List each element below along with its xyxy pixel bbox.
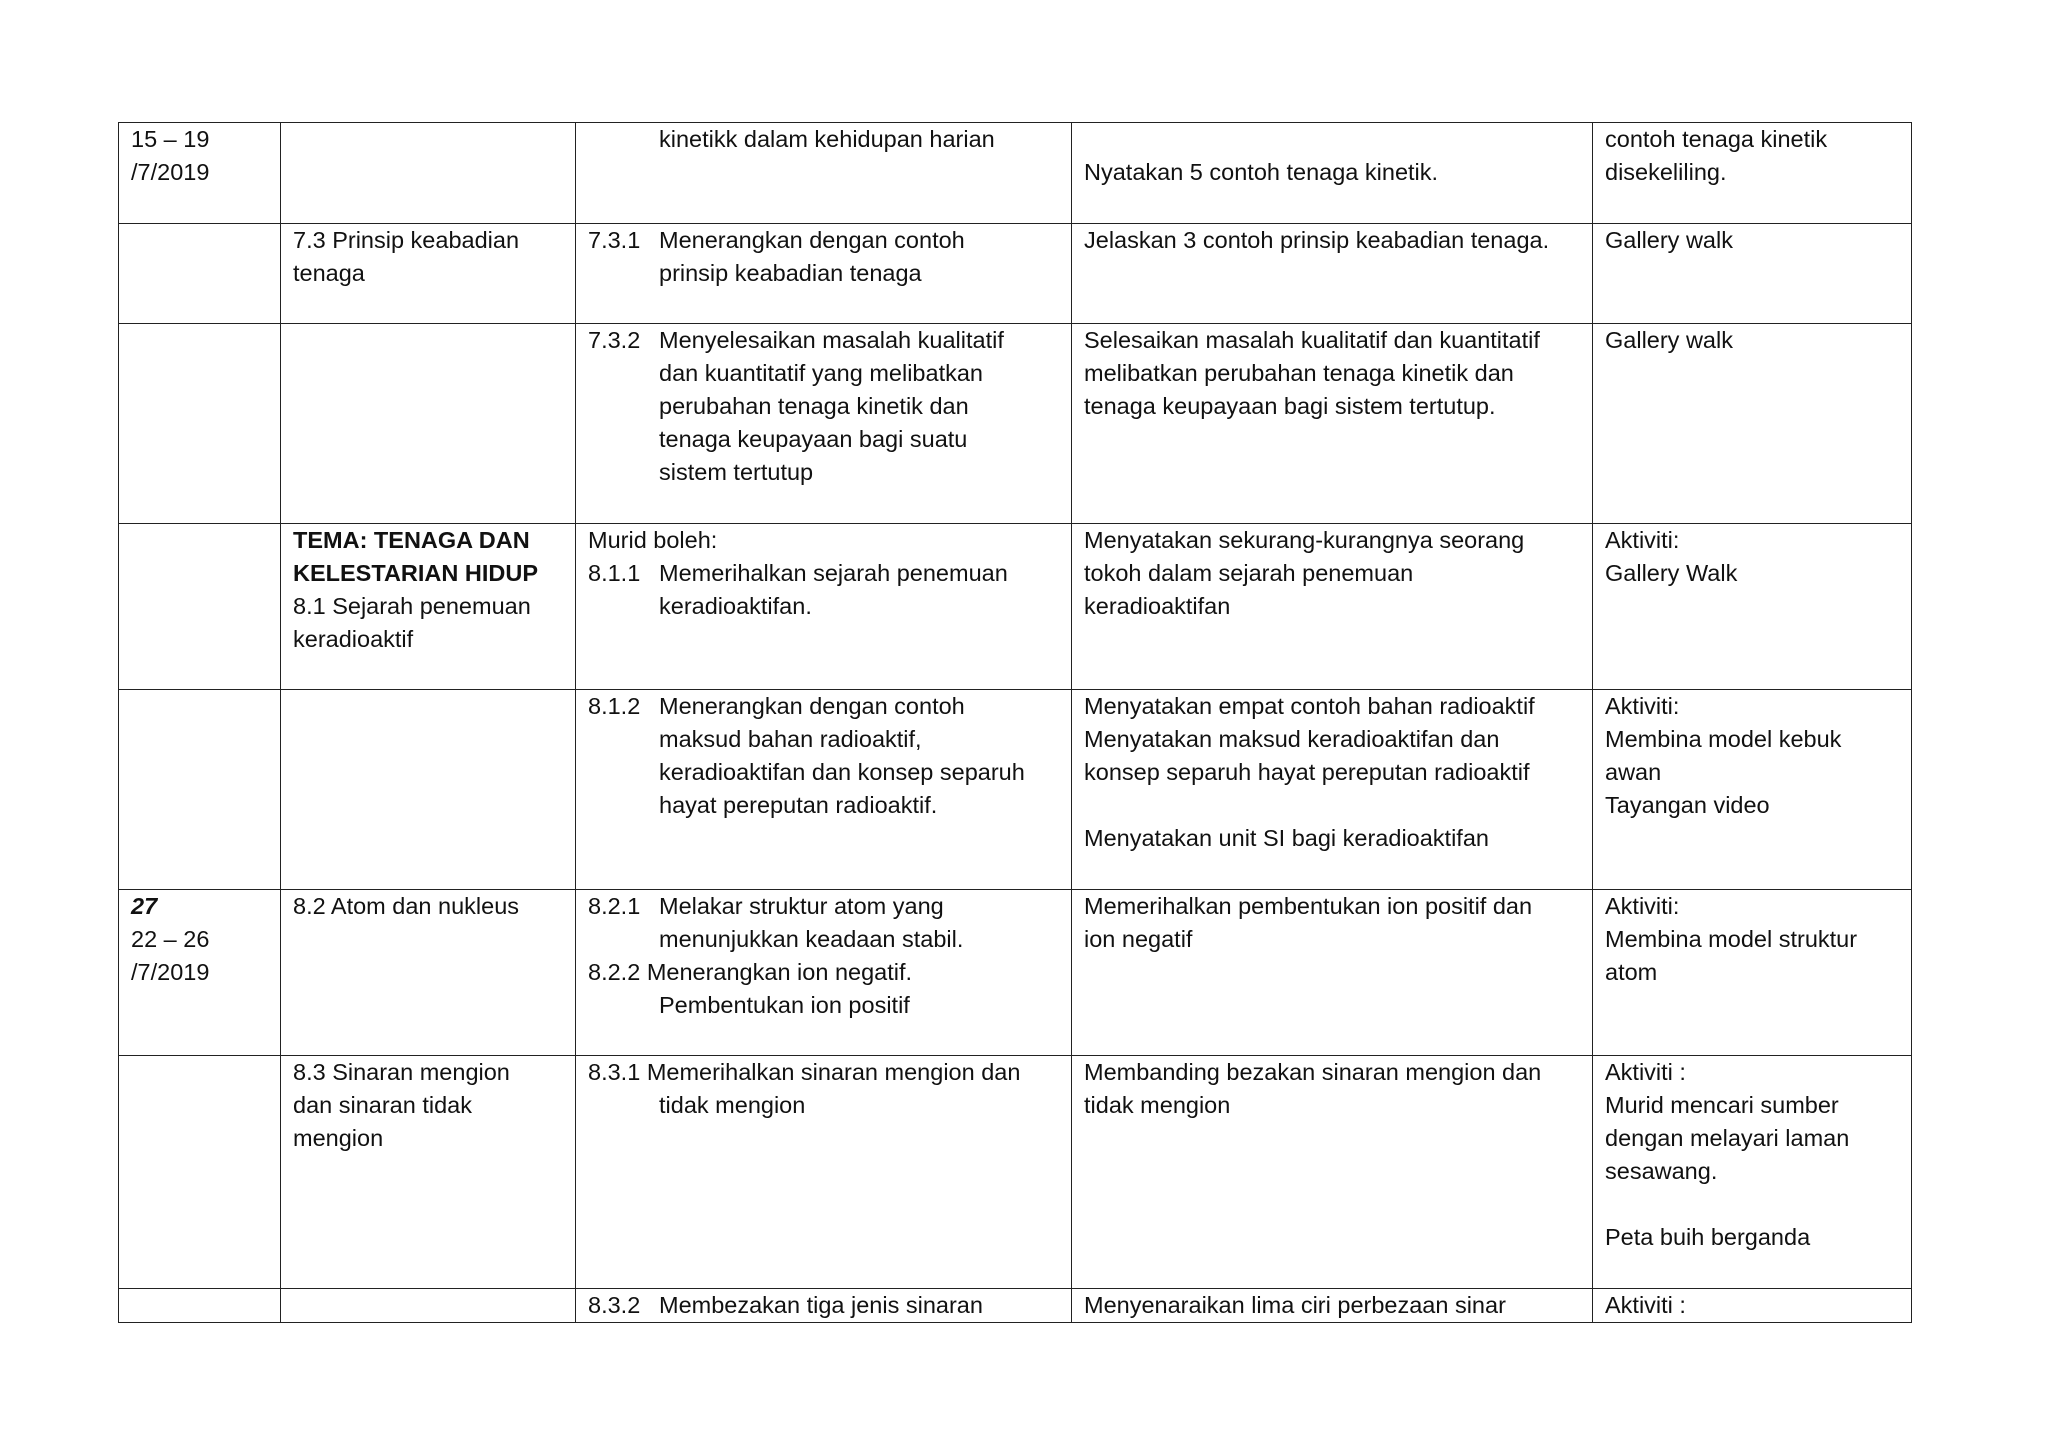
activity-cell	[1593, 224, 1912, 324]
topic-cell	[281, 224, 576, 324]
topic-cell	[281, 1289, 576, 1323]
criteria-cell	[1072, 524, 1593, 690]
activity-text: Aktiviti :	[1605, 1059, 1686, 1085]
activity-text: atom	[1605, 959, 1658, 985]
standard-number: 8.3.2	[588, 1292, 641, 1318]
theme-heading: TEMA: TENAGA DAN	[293, 527, 530, 553]
criteria-cell	[1072, 1056, 1593, 1289]
criteria-text: Menyatakan empat contoh bahan radioaktif	[1084, 693, 1535, 719]
topic-text: 7.3 Prinsip keabadian	[293, 227, 520, 253]
standard-text: kinetikk dalam kehidupan harian	[659, 126, 995, 152]
criteria-text: ion negatif	[1084, 926, 1193, 952]
standard-number: 8.1.1	[588, 560, 641, 586]
standard-number: 8.1.2	[588, 693, 641, 719]
table-row	[119, 324, 1912, 524]
standard-text: Pembentukan ion positif	[659, 992, 910, 1018]
criteria-text: Jelaskan 3 contoh prinsip keabadian tenaga.	[1084, 227, 1550, 253]
table-row	[119, 123, 1912, 224]
table-row	[119, 1289, 1912, 1323]
activity-text: sesawang.	[1605, 1158, 1718, 1184]
standard-text: tenaga keupayaan bagi suatu	[659, 426, 968, 452]
activity-text: Gallery walk	[1605, 227, 1733, 253]
standard-text: Melakar struktur atom yang	[659, 893, 944, 919]
standard-text: sistem tertutup	[659, 459, 814, 485]
standard-text: Membezakan tiga jenis sinaran	[659, 1292, 983, 1318]
table-row	[119, 890, 1912, 1056]
week-cell	[119, 324, 281, 524]
topic-text: 8.1 Sejarah penemuan	[293, 593, 531, 619]
criteria-text: Menyenaraikan lima ciri perbezaan sinar	[1084, 1292, 1506, 1318]
standard-text: maksud bahan radioaktif,	[659, 726, 922, 752]
criteria-cell	[1072, 690, 1593, 890]
standards-cell	[576, 690, 1072, 890]
topic-cell	[281, 123, 576, 224]
activity-text: Aktiviti:	[1605, 893, 1680, 919]
table-row	[119, 1056, 1912, 1289]
activity-text: Membina model kebuk	[1605, 726, 1842, 752]
activity-text: Gallery walk	[1605, 327, 1733, 353]
activity-text: Murid mencari sumber	[1605, 1092, 1839, 1118]
activity-cell	[1593, 1056, 1912, 1289]
table-row	[119, 224, 1912, 324]
week-cell	[119, 890, 281, 1056]
standards-intro: Murid boleh:	[588, 527, 718, 553]
criteria-cell	[1072, 890, 1593, 1056]
activity-text: disekeliling.	[1605, 159, 1727, 185]
standard-number: 7.3.1	[588, 227, 641, 253]
criteria-cell	[1072, 123, 1593, 224]
week-cell	[119, 690, 281, 890]
activity-text: Tayangan video	[1605, 792, 1770, 818]
week-cell	[119, 224, 281, 324]
criteria-text: konsep separuh hayat pereputan radioaktif	[1084, 759, 1530, 785]
week-text: 22 – 26	[131, 926, 210, 952]
criteria-cell	[1072, 324, 1593, 524]
week-cell	[119, 1289, 281, 1323]
criteria-text: Selesaikan masalah kualitatif dan kuantitatif	[1084, 327, 1540, 353]
standards-cell	[576, 224, 1072, 324]
topic-cell	[281, 1056, 576, 1289]
standard-text: Memerihalkan sinaran mengion dan	[646, 1059, 1021, 1085]
criteria-text	[1084, 123, 1580, 156]
activity-text: Aktiviti:	[1605, 693, 1680, 719]
standard-text: keradioaktifan.	[659, 593, 812, 619]
standard-text: dan kuantitatif yang melibatkan	[659, 360, 983, 386]
standard-number: 7.3.2	[588, 327, 641, 353]
week-cell	[119, 123, 281, 224]
criteria-text: Menyatakan unit SI bagi keradioaktifan	[1084, 825, 1489, 851]
table-row	[119, 524, 1912, 690]
standards-cell	[576, 524, 1072, 690]
topic-text: mengion	[293, 1125, 384, 1151]
standard-text: perubahan tenaga kinetik dan	[659, 393, 969, 419]
week-text: /7/2019	[131, 959, 210, 985]
topic-cell	[281, 524, 576, 690]
table-row	[119, 690, 1912, 890]
activity-cell	[1593, 890, 1912, 1056]
activity-text: Gallery Walk	[1605, 560, 1738, 586]
theme-heading: KELESTARIAN HIDUP	[293, 560, 539, 586]
criteria-text: Nyatakan 5 contoh tenaga kinetik.	[1084, 159, 1439, 185]
activity-text	[1605, 1188, 1899, 1221]
topic-text: dan sinaran tidak	[293, 1092, 472, 1118]
topic-text: keradioaktif	[293, 626, 414, 652]
standard-text: menunjukkan keadaan stabil.	[659, 926, 964, 952]
topic-cell	[281, 690, 576, 890]
criteria-text: tenaga keupayaan bagi sistem tertutup.	[1084, 393, 1496, 419]
activity-text: Aktiviti:	[1605, 527, 1680, 553]
criteria-text: tidak mengion	[1084, 1092, 1231, 1118]
criteria-text: tokoh dalam sejarah penemuan	[1084, 560, 1414, 586]
activity-text: Membina model struktur	[1605, 926, 1858, 952]
activity-text: Peta buih berganda	[1605, 1224, 1811, 1250]
topic-text: 8.2 Atom dan nukleus	[293, 893, 520, 919]
criteria-text: Membanding bezakan sinaran mengion dan	[1084, 1059, 1542, 1085]
standard-text: keradioaktifan dan konsep separuh	[659, 759, 1025, 785]
standard-number: 8.3.1	[588, 1059, 641, 1085]
lesson-plan-table	[118, 122, 1912, 1323]
topic-cell	[281, 890, 576, 1056]
standards-cell	[576, 324, 1072, 524]
table-body	[119, 123, 1912, 1323]
standard-text: hayat pereputan radioaktif.	[659, 792, 938, 818]
week-cell	[119, 524, 281, 690]
criteria-text: melibatkan perubahan tenaga kinetik dan	[1084, 360, 1514, 386]
topic-text: tenaga	[293, 260, 365, 286]
criteria-text: Memerihalkan pembentukan ion positif dan	[1084, 893, 1533, 919]
standard-text: Menerangkan ion negatif.	[646, 959, 913, 985]
week-text: 15 – 19	[131, 126, 210, 152]
criteria-text: keradioaktifan	[1084, 593, 1231, 619]
activity-text: contoh tenaga kinetik	[1605, 126, 1828, 152]
topic-cell	[281, 324, 576, 524]
activity-text: Aktiviti :	[1605, 1292, 1686, 1318]
standard-text: prinsip keabadian tenaga	[659, 260, 922, 286]
week-cell	[119, 1056, 281, 1289]
standard-text: Menyelesaikan masalah kualitatif	[659, 327, 1004, 353]
activity-text: awan	[1605, 759, 1662, 785]
week-number: 27	[131, 893, 158, 919]
criteria-cell	[1072, 224, 1593, 324]
activity-cell	[1593, 123, 1912, 224]
standards-cell	[576, 123, 1072, 224]
standard-number: 8.2.2	[588, 959, 641, 985]
activity-cell	[1593, 524, 1912, 690]
standards-cell	[576, 890, 1072, 1056]
activity-text: dengan melayari laman	[1605, 1125, 1850, 1151]
criteria-text: Menyatakan maksud keradioaktifan dan	[1084, 726, 1500, 752]
topic-text: 8.3 Sinaran mengion	[293, 1059, 510, 1085]
criteria-cell	[1072, 1289, 1593, 1323]
standards-cell	[576, 1289, 1072, 1323]
standard-text: Menerangkan dengan contoh	[659, 693, 965, 719]
criteria-text: Menyatakan sekurang-kurangnya seorang	[1084, 527, 1525, 553]
standard-text: Menerangkan dengan contoh	[659, 227, 965, 253]
standard-text: Memerihalkan sejarah penemuan	[659, 560, 1008, 586]
activity-cell	[1593, 1289, 1912, 1323]
standard-number: 8.2.1	[588, 893, 641, 919]
standards-cell	[576, 1056, 1072, 1289]
week-text: /7/2019	[131, 159, 210, 185]
activity-cell	[1593, 324, 1912, 524]
standard-text: tidak mengion	[659, 1092, 806, 1118]
criteria-text	[1084, 789, 1580, 822]
activity-cell	[1593, 690, 1912, 890]
